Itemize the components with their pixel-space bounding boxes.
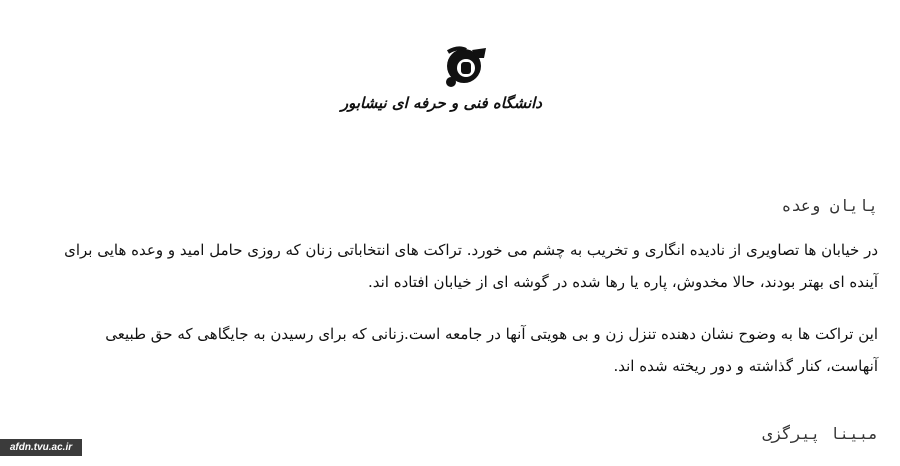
article-title: پایان وعده — [781, 196, 878, 215]
university-logo — [340, 44, 548, 136]
article-paragraph-2: این تراکت ها به وضوح نشان دهنده تنزل زن و بی هویتی آنها در جامعه است.زنانی که برای رسیدن به جایگاهی که حق طبیعی آنهاست، کنار گذاشته و دور ریخته شده اند. — [105, 325, 878, 375]
university-emblem-icon — [442, 44, 490, 92]
site-badge[interactable]: afdn.tvu.ac.ir — [0, 439, 82, 456]
university-name: دانشگاه فنی و حرفه ای نیشابور — [340, 94, 542, 112]
author-name: مبینا پیرگزی — [762, 424, 878, 443]
article-paragraph-1: در خیابان ها تصاویری از نادیده انگاری و تخریب به چشم می خورد. تراکت های انتخاباتی زنان که روزی حامل امید و وعده هایی برای آینده ای بهتر بودند، حالا مخدوش، پاره یا رها شده در گوشه ای از خیابان افتاده اند. — [64, 241, 878, 291]
